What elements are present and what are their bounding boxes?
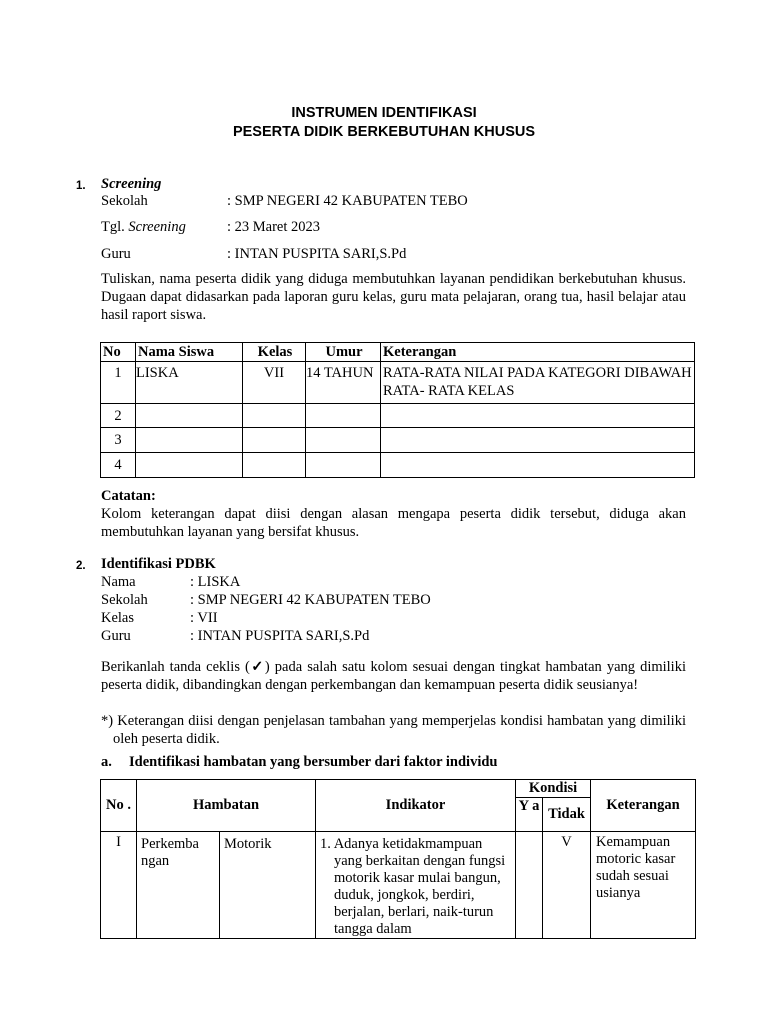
pdbk-guru-label: Guru (101, 628, 131, 644)
cell-kelas (243, 428, 306, 453)
cell-nama: LISKA (136, 362, 243, 404)
section2-heading: Identifikasi PDBK (101, 556, 216, 572)
pdbk-guru-value: : INTAN PUSPITA SARI,S.Pd (190, 628, 370, 644)
th-nama-siswa: Nama Siswa (136, 343, 243, 362)
th-no: No . (101, 780, 137, 832)
cell-tidak: V (543, 832, 591, 939)
table-row (101, 404, 695, 428)
field-tgl-screening-label (101, 219, 186, 236)
instruction-part-a: Berikanlah tanda ceklis ( (101, 659, 250, 675)
cell-umur (306, 428, 381, 453)
th-tidak: Tidak (543, 798, 591, 832)
table-row (101, 362, 695, 404)
cell-ya (516, 832, 543, 939)
section1-instruction: Tuliskan, nama peserta didik yang diduga membutuhkan layanan pendidikan berkebutuhan khusus. Dugaan dapat didasarkan pada laporan guru kelas, guru mata pelajaran, orang tua, hasil belajar atau hasil raport siswa. (101, 271, 686, 323)
section2-note: *) Keterangan diisi dengan penjelasan tambahan yang memperjelas kondisi hambatan yang dimiliki oleh peserta didik. (101, 713, 686, 747)
pdbk-sekolah-value: : SMP NEGERI 42 KABUPATEN TEBO (190, 592, 431, 608)
check-mark-icon: ✓ (249, 659, 265, 675)
cell-no: 1 (101, 362, 136, 404)
tgl-prefix: Tgl. (101, 219, 129, 235)
cell-nama (136, 404, 243, 428)
field-guru-label: Guru (101, 246, 131, 262)
cell-kelas (243, 404, 306, 428)
sub-a-heading: Identifikasi hambatan yang bersumber dari faktor individu (129, 754, 498, 770)
cell-no: 2 (101, 404, 136, 428)
table-row (101, 832, 696, 939)
cell-hambatan-jenis: Motorik (220, 832, 316, 939)
cell-keterangan: Kemampuan motoric kasar sudah sesuai usianya (591, 832, 696, 939)
pdbk-nama-value: : LISKA (190, 574, 241, 590)
th-hambatan: Hambatan (137, 780, 316, 832)
pdbk-nama-label: Nama (101, 574, 136, 590)
cell-keterangan (381, 404, 695, 428)
cell-kelas: VII (243, 362, 306, 404)
tgl-screening-em: Screening (128, 219, 186, 235)
cell-umur (306, 453, 381, 478)
note-heading: Catatan: (101, 488, 156, 504)
cell-no: 3 (101, 428, 136, 453)
cell-umur (306, 404, 381, 428)
hambatan-table-header (101, 780, 696, 798)
th-no: No (101, 343, 136, 362)
section2-number: 2. (76, 560, 86, 572)
pdbk-sekolah-label: Sekolah (101, 592, 148, 608)
th-kelas: Kelas (243, 343, 306, 362)
cell-umur: 14 TAHUN (306, 362, 381, 404)
cell-no: I (101, 832, 137, 939)
instruction-part-b: ) pada salah satu kolom sesuai dengan tingkat hambatan yang dimiliki peserta didik, dibandingkan dengan perkembangan dan kemampuan peserta didik seusianya! (101, 659, 686, 693)
hambatan-table (100, 779, 696, 939)
field-tgl-screening-value: : 23 Maret 2023 (227, 219, 321, 235)
th-indikator: Indikator (316, 780, 516, 832)
sub-a-label: a. (101, 754, 112, 770)
field-sekolah-value: : SMP NEGERI 42 KABUPATEN TEBO (227, 193, 468, 209)
table-row (101, 453, 695, 478)
section2-instruction (101, 658, 686, 694)
table-row (101, 428, 695, 453)
field-guru-value: : INTAN PUSPITA SARI,S.Pd (227, 246, 407, 262)
cell-kelas (243, 453, 306, 478)
pdbk-kelas-value: : VII (190, 610, 218, 626)
cell-keterangan (381, 428, 695, 453)
screening-table (100, 342, 695, 478)
field-sekolah-label: Sekolah (101, 193, 148, 209)
th-keterangan: Keterangan (381, 343, 695, 362)
cell-keterangan (381, 453, 695, 478)
section1-number: 1. (76, 180, 86, 192)
document-title-line1: INSTRUMEN IDENTIFIKASI (291, 105, 477, 121)
section1-heading: Screening (101, 176, 162, 192)
cell-nama (136, 453, 243, 478)
th-ya: Y a (516, 798, 543, 832)
screening-table-header (101, 343, 695, 362)
cell-indikator: 1. Adanya ketidakmampuan yang berkaitan dengan fungsi motorik kasar mulai bangun, duduk, jongkok, berdiri, berjalan, berlari, naik-turun tangga dalam (316, 832, 516, 939)
cell-keterangan: RATA-RATA NILAI PADA KATEGORI DIBAWAH RATA- RATA KELAS (381, 362, 695, 404)
document-title-line2: PESERTA DIDIK BERKEBUTUHAN KHUSUS (232, 124, 536, 140)
cell-nama (136, 428, 243, 453)
th-umur: Umur (306, 343, 381, 362)
pdbk-kelas-label: Kelas (101, 610, 135, 626)
th-keterangan: Keterangan (591, 780, 696, 832)
th-kondisi: Kondisi (516, 780, 591, 798)
cell-hambatan-kategori: Perkemba ngan (137, 832, 220, 939)
note-text: Kolom keterangan dapat diisi dengan alasan mengapa peserta didik tersebut, diduga akan membutuhkan layanan yang bersifat khusus. (101, 506, 686, 540)
cell-no: 4 (101, 453, 136, 478)
